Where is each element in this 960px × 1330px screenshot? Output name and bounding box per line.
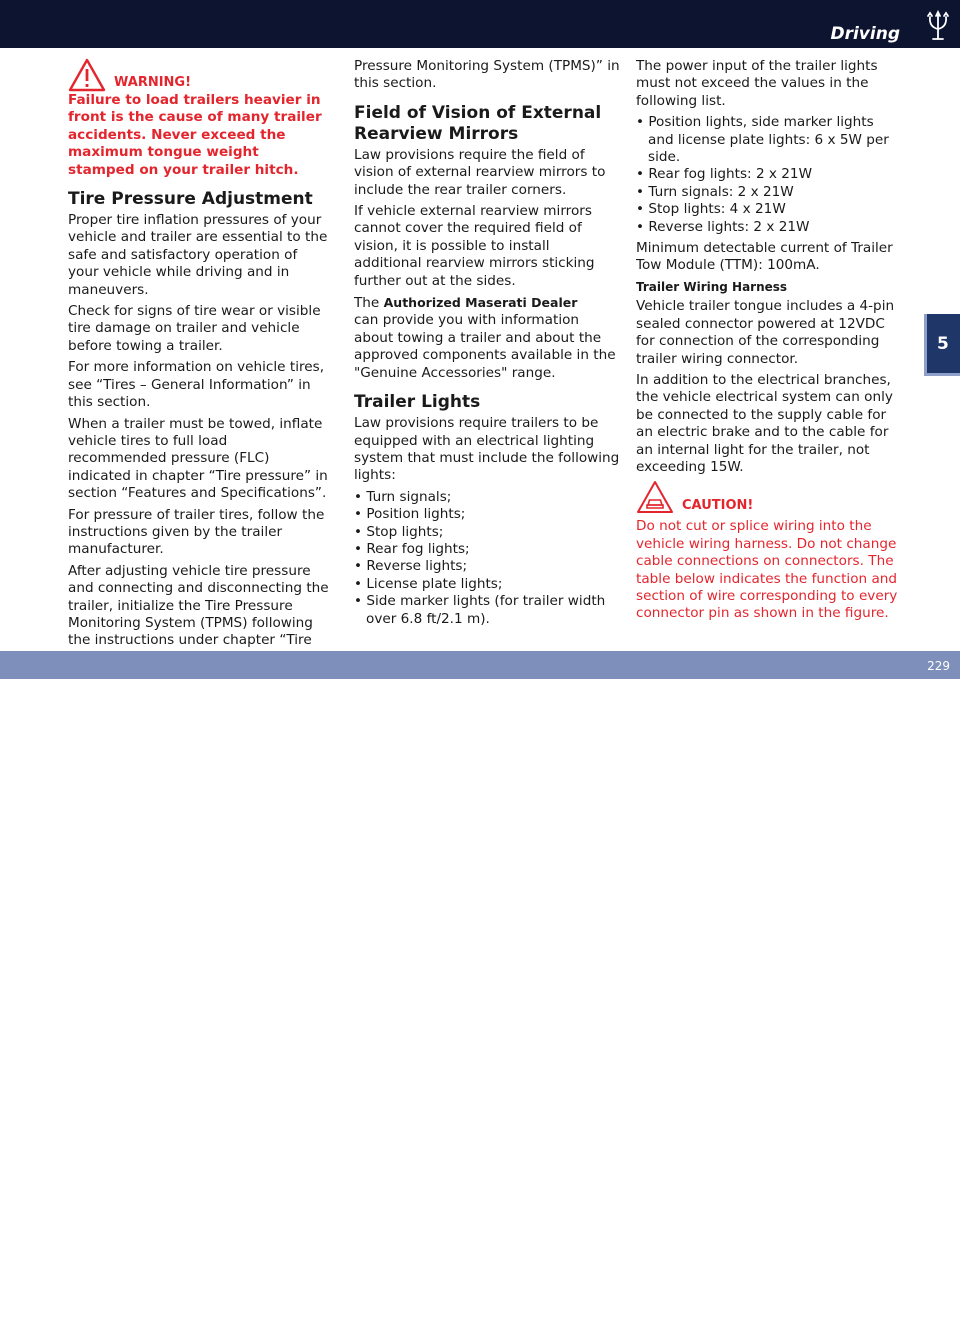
warning-header (68, 58, 330, 92)
dealer-name: Authorized Maserati Dealer (383, 295, 578, 311)
paragraph: Check for signs of tire wear or visible tire damage on trailer and vehicle before towing a trailer. (68, 303, 321, 354)
paragraph: For more information on vehicle tires, see “Tires – General Information” in this section. (68, 359, 325, 411)
list-item: • License plate lights; (354, 576, 620, 593)
mirrors-heading: Field of Vision of External Rearview Mirrors (354, 102, 602, 144)
warning-triangle-icon (68, 58, 106, 92)
lights-list (354, 489, 620, 628)
paragraph: Law provisions require trailers to be equipped with an electrical lighting system that must include the following lights: (354, 415, 620, 484)
list-item: • Stop lights; (354, 524, 620, 541)
paragraph: If vehicle external rearview mirrors cannot cover the required field of vision, it is possible to install additional rearview mirrors sticking further out at the sides. (354, 203, 595, 289)
list-item: • Position lights; (354, 506, 620, 523)
dealer-paragraph (354, 294, 620, 382)
page-number: 229 (927, 659, 950, 673)
paragraph: Minimum detectable current of Trailer Tow Module (TTM): 100mA. (636, 240, 893, 274)
list-item: • Rear fog lights: 2 x 21W (636, 166, 902, 183)
paragraph: Proper tire inflation pressures of your vehicle and trailer are essential to the safe and satisfactory operation of your vehicle while driving and in maneuvers. (68, 212, 328, 298)
paragraph: In addition to the electrical branches, the vehicle electrical system can only be connected to the supply cable for an electric brake and to the cable for an internal light for the trailer, not exceeding 15W. (636, 371, 893, 475)
watermark: carmanualsonline.info (150, 1297, 481, 1330)
list-item: • Rear fog lights; (354, 541, 620, 558)
list-item: • Turn signals: 2 x 21W (636, 184, 902, 201)
paragraph-continuation: Pressure Monitoring System (TPMS)” in this section. (354, 58, 620, 92)
tire-pressure-heading: Tire Pressure Adjustment (68, 189, 313, 210)
paragraph: Law provisions require the field of vision of external rearview mirrors to include the rear trailer corners. (354, 146, 606, 198)
caution-car-triangle-icon (636, 480, 674, 514)
paragraph: The power input of the trailer lights must not exceed the values in the following list. (636, 58, 878, 109)
caution-header (636, 480, 902, 514)
paragraph: For pressure of trailer tires, follow the instructions given by the trailer manufacturer. (68, 506, 325, 558)
paragraph: When a trailer must be towed, inflate vehicle tires to full load recommended pressure (FLC) indicated in chapter “Tire pressure” in section “Features and Specifications”. (68, 415, 328, 502)
dealer-prefix: The (354, 295, 380, 312)
caution-text: Do not cut or splice wiring into the vehicle wiring harness. Do not change cable connections on connectors. The table below indicates the function and section of wire corresponding to every connector pin as shown in the figure. (636, 518, 898, 622)
footer-bar (0, 651, 960, 1330)
column-2 (354, 58, 620, 632)
paragraph: Vehicle trailer tongue includes a 4-pin sealed connector powered at 12VDC for connection of the corresponding trailer wiring connector. (636, 298, 895, 367)
section-title: Driving (830, 24, 900, 44)
list-item: • Stop lights: 4 x 21W (636, 201, 902, 218)
column-1 (68, 58, 330, 654)
dealer-text: can provide you with information about towing a trailer and about the approved components available in the "Genuine Accessories" range. (354, 312, 616, 381)
header-bar (0, 0, 960, 48)
chapter-tab (924, 314, 960, 376)
column-3 (636, 58, 902, 627)
paragraph: After adjusting vehicle tire pressure and connecting and disconnecting the trailer, initialize the Tire Pressure Monitoring System (TPMS) following the instructions under chapter “Tire (68, 562, 329, 649)
warning-text: Failure to load trailers heavier in front is the cause of many trailer accidents. Never exceed the maximum tongue weight stamped on your trailer hitch. (68, 92, 322, 178)
list-item: • Reverse lights; (354, 558, 620, 575)
trailer-lights-heading: Trailer Lights (354, 392, 481, 413)
harness-heading: Trailer Wiring Harness (636, 279, 788, 294)
power-list (636, 114, 902, 236)
list-item: • Turn signals; (354, 489, 620, 506)
caution-title: CAUTION! (682, 497, 754, 513)
chapter-number: 5 (937, 334, 949, 354)
warning-title: WARNING! (114, 75, 192, 91)
list-item: • Reverse lights: 2 x 21W (636, 219, 902, 236)
trident-logo-icon (920, 9, 956, 45)
list-item: • Position lights, side marker lights and license plate lights: 6 x 5W per side. (636, 114, 902, 166)
list-item: • Side marker lights (for trailer width over 6.8 ft/2.1 m). (354, 593, 620, 628)
